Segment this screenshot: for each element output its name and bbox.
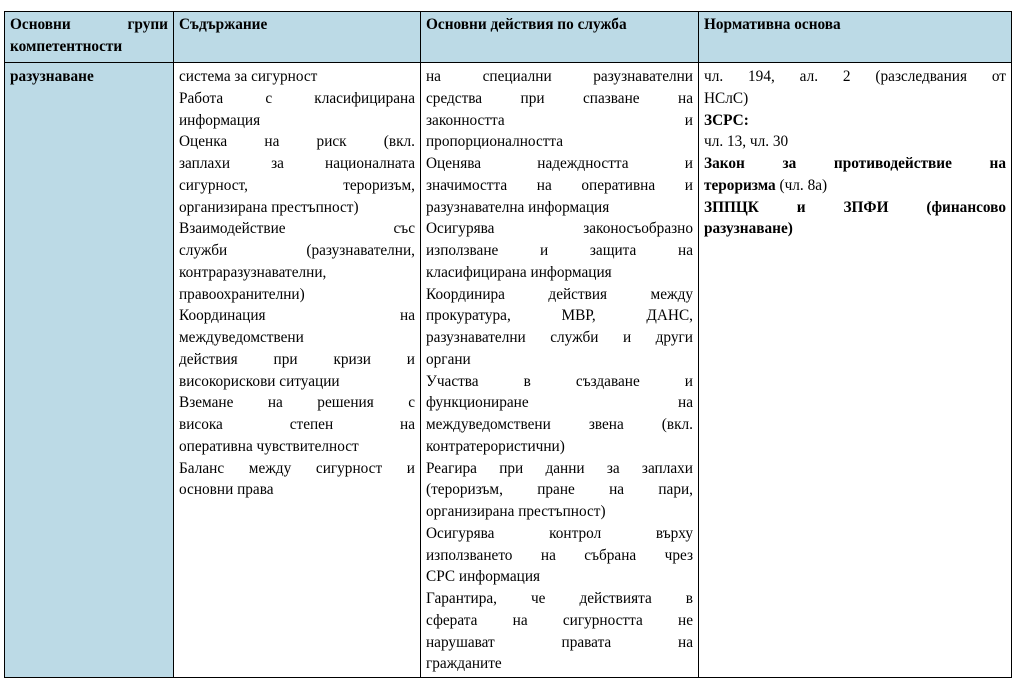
- text-line: правоохранителни): [179, 285, 305, 303]
- text-line: организирана престъпност): [426, 503, 606, 520]
- content-cell: [174, 63, 421, 678]
- text-line: Баланс между сигурност и: [179, 459, 415, 477]
- text-line: [704, 88, 1006, 110]
- legal-paragraph: [704, 197, 1006, 241]
- text-line: [704, 110, 1006, 132]
- text-line: Оценка на риск (вкл.: [179, 133, 415, 151]
- paragraph: [426, 218, 693, 283]
- reference-text: (чл. 8а): [775, 176, 828, 194]
- legal-paragraph: [704, 131, 1006, 153]
- text-line: пропорционалността: [426, 133, 564, 151]
- text-line: гражданите: [426, 655, 502, 673]
- text-line: контратерористични): [426, 437, 565, 455]
- text-line: СРС информация: [426, 568, 541, 586]
- text-line: заплахи за националната: [179, 155, 415, 172]
- text-line: значимостта на оперативна и: [426, 176, 693, 194]
- header-groups: [5, 12, 174, 63]
- text-line: контраразузнавателни,: [179, 263, 327, 281]
- paragraph: [426, 66, 693, 153]
- paragraph: [426, 588, 693, 675]
- text-line: Гарантира, че действията в: [426, 590, 693, 607]
- text-line: използване и защита на: [426, 242, 693, 259]
- text-line: разузнавателни служби и други: [426, 329, 693, 346]
- bold-reference: ЗППЦК и ЗПФИ (финансово: [704, 198, 1006, 216]
- header-line: Основни групи: [10, 16, 168, 33]
- paragraph: [179, 218, 415, 305]
- text-line: Оценява надеждността и: [426, 155, 693, 172]
- paragraph: [426, 458, 693, 523]
- text-line: междуведомствени звена (вкл.: [426, 416, 693, 433]
- header-legal-basis: Нормативна основа: [699, 12, 1012, 63]
- text-line: органи: [426, 350, 471, 368]
- legal-paragraph: [704, 153, 1006, 197]
- text-line: законността и: [426, 111, 693, 129]
- paragraph: [426, 284, 693, 371]
- actions-cell: [421, 63, 699, 678]
- text-line: разузнавателна информация: [426, 198, 610, 216]
- text-line: Координация на: [179, 307, 415, 325]
- text-line: използването на събрана чрез: [426, 546, 693, 564]
- header-actions: Основни действия по служба: [421, 12, 699, 63]
- text-line: Взаимодействие със: [179, 220, 415, 238]
- text-line: Реагира при данни за заплахи: [426, 459, 693, 477]
- text-line: Осигурява законосъобразно: [426, 220, 693, 238]
- paragraph: [179, 88, 415, 132]
- text-line: оперативна чувствителност: [179, 437, 359, 455]
- table-row: [5, 63, 1012, 678]
- bold-reference: ЗСРС:: [704, 111, 749, 129]
- legal-paragraph: [704, 110, 1006, 132]
- reference-text: чл. 13, чл. 30: [704, 133, 789, 151]
- text-line: сигурност, тероризъм,: [179, 176, 415, 194]
- reference-text: чл. 194, ал. 2 (разследвания от: [704, 68, 1006, 85]
- text-line: нарушават правата на: [426, 633, 693, 651]
- header-line: компетентности: [10, 37, 123, 55]
- text-line: [704, 153, 1006, 175]
- text-line: [704, 197, 1006, 219]
- text-line: система за сигурност: [179, 68, 318, 85]
- paragraph: [179, 131, 415, 218]
- group-cell: разузнаване: [5, 63, 174, 678]
- text-line: Работа с класифицирана: [179, 89, 415, 107]
- legal-paragraph: [704, 66, 1006, 110]
- text-line: организирана престъпност): [179, 198, 359, 216]
- paragraph: [179, 305, 415, 392]
- text-line: сферата на сигурността не: [426, 611, 693, 629]
- text-line: служби (разузнавателни,: [179, 242, 415, 259]
- text-line: основни права: [179, 481, 274, 499]
- reference-text: НСлС): [704, 89, 749, 107]
- text-line: [704, 218, 1006, 240]
- bold-reference: разузнаване): [704, 220, 793, 238]
- text-line: на специални разузнавателни: [426, 68, 693, 85]
- header-content: Съдържание: [174, 12, 421, 63]
- text-line: междуведомствени: [179, 329, 304, 346]
- paragraph: [426, 523, 693, 588]
- text-line: Участва в създаване и: [426, 372, 693, 390]
- text-line: [704, 66, 1006, 88]
- text-line: Осигурява контрол върху: [426, 524, 693, 542]
- paragraph: [179, 458, 415, 502]
- paragraph: [426, 153, 693, 218]
- text-line: (тероризъм, пране на пари,: [426, 481, 693, 499]
- paragraph: [179, 392, 415, 457]
- bold-reference: Закон за противодействие на: [704, 155, 1006, 172]
- header-row: [5, 12, 1012, 63]
- paragraph: [179, 66, 415, 88]
- text-line: действия при кризи и: [179, 350, 415, 368]
- competencies-table: [4, 11, 1012, 678]
- text-line: информация: [179, 111, 261, 129]
- legal-basis-cell: [699, 63, 1012, 678]
- text-line: Координира действия между: [426, 285, 693, 303]
- text-line: Вземане на решения с: [179, 394, 415, 412]
- text-line: високорискови ситуации: [179, 372, 340, 390]
- text-line: висока степен на: [179, 416, 415, 433]
- text-line: [704, 175, 1006, 197]
- text-line: средства при спазване на: [426, 89, 693, 107]
- text-line: функциониране на: [426, 394, 693, 412]
- text-line: [704, 131, 1006, 153]
- bold-reference: тероризма: [704, 176, 776, 194]
- text-line: класифицирана информация: [426, 263, 612, 281]
- text-line: прокуратура, МВР, ДАНС,: [426, 307, 693, 325]
- paragraph: [426, 371, 693, 458]
